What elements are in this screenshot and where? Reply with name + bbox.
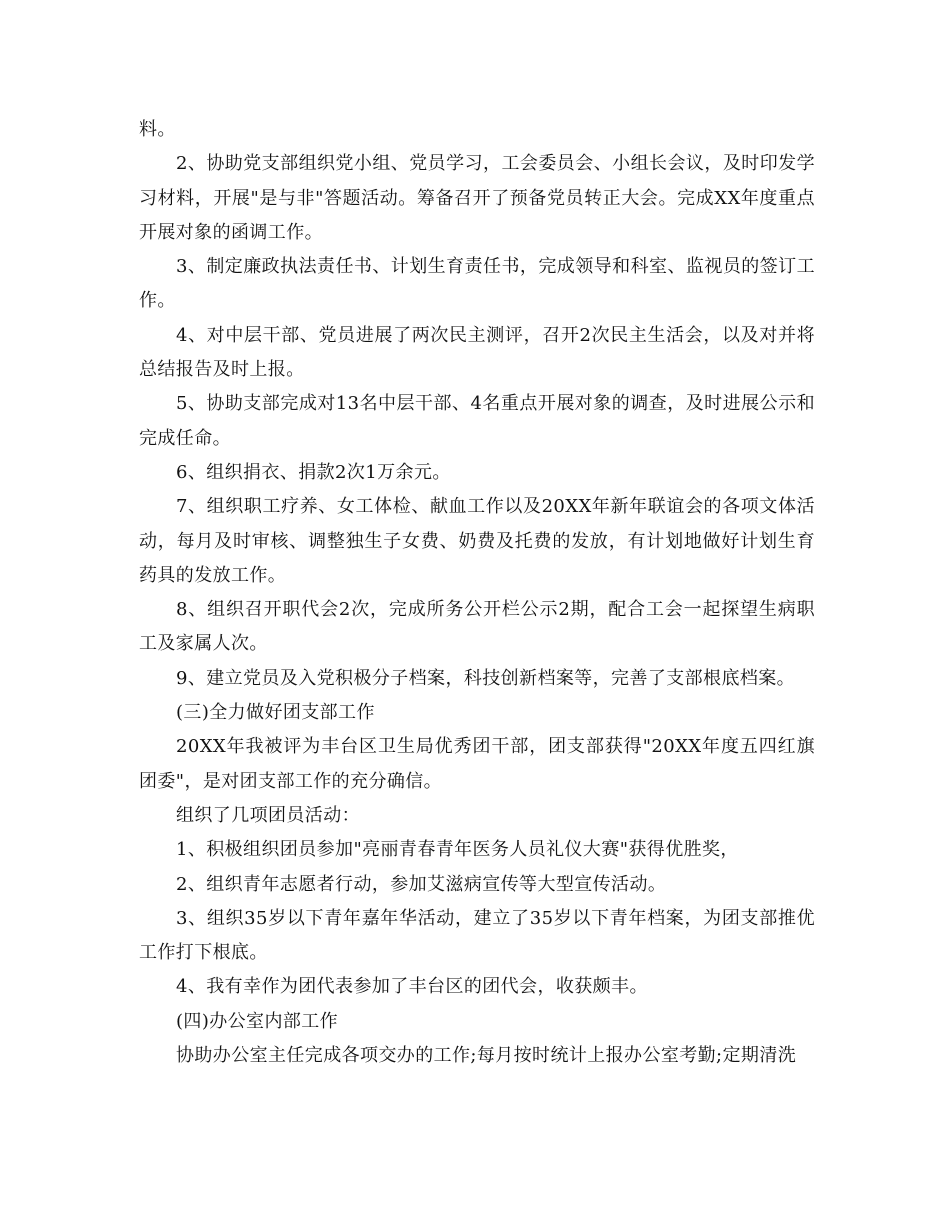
paragraph: 5、协助支部完成对13名中层干部、4名重点开展对象的调查，及时进展公示和完成任命。 xyxy=(139,393,815,449)
paragraph: 3、组织35岁以下青年嘉年华活动，建立了35岁以下青年档案，为团支部推优工作打下根底。 xyxy=(139,907,815,964)
document-body xyxy=(139,113,815,1073)
paragraph: 20XX年我被评为丰台区卫生局优秀团干部，团支部获得"20XX年度五四红旗团委"，是对团支部工作的充分确信。 xyxy=(139,736,815,792)
paragraph: 7、组织职工疗养、女工体检、献血工作以及20XX年新年联谊会的各项文体活动，每月及时审核、调整独生子女费、奶费及托费的发放，有计划地做好计划生育药具的发放工作。 xyxy=(139,496,815,586)
paragraph: 2、协助党支部组织党小组、党员学习，工会委员会、小组长会议，及时印发学习材料，开展"是与非"答题活动。筹备召开了预备党员转正大会。完成XX年度重点开展对象的函调工作。 xyxy=(139,153,815,243)
paragraph: 料。 xyxy=(139,119,176,140)
paragraph: 6、组织捐衣、捐款2次1万余元。 xyxy=(176,461,451,483)
paragraph: 1、积极组织团员参加"亮丽青春青年医务人员礼仪大赛"获得优胜奖， xyxy=(176,839,739,861)
paragraph: 组织了几项团员活动： xyxy=(176,804,360,826)
paragraph: 2、组织青年志愿者行动，参加艾滋病宣传等大型宣传活动。 xyxy=(176,873,667,895)
paragraph: 3、制定廉政执法责任书、计划生育责任书，完成领导和科室、监视员的签订工作。 xyxy=(139,256,815,312)
section-heading: (四)办公室内部工作 xyxy=(176,1010,339,1032)
section-heading: (三)全力做好团支部工作 xyxy=(176,702,375,724)
paragraph: 8、组织召开职代会2次，完成所务公开栏公示2期，配合工会一起探望生病职工及家属人次。 xyxy=(139,599,815,655)
paragraph: 协助办公室主任完成各项交办的工作;每月按时统计上报办公室考勤;定期清洗 xyxy=(176,1045,797,1067)
paragraph: 9、建立党员及入党积极分子档案，科技创新档案等，完善了支部根底档案。 xyxy=(176,667,796,689)
paragraph: 4、对中层干部、党员进展了两次民主测评，召开2次民主生活会，以及对并将总结报告及时上报。 xyxy=(139,324,815,381)
paragraph: 4、我有幸作为团代表参加了丰台区的团代会，收获颇丰。 xyxy=(176,976,648,998)
